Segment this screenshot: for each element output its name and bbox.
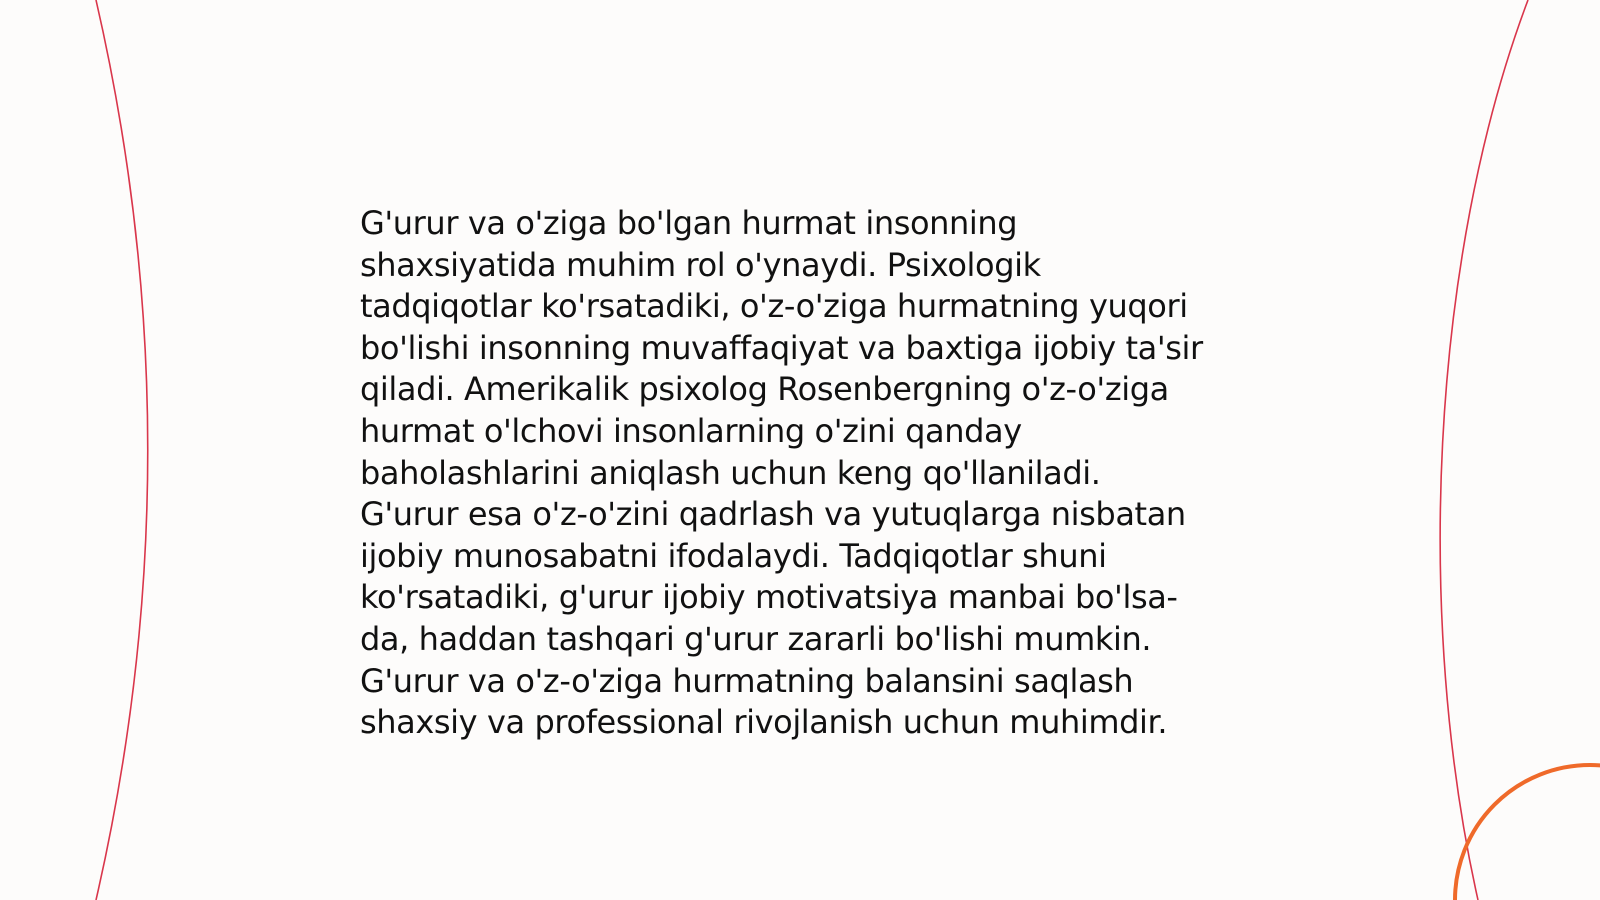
paragraph-line: bo'lishi insonning muvaffaqiyat va baxtiga ijobiy ta'sir (360, 328, 1203, 367)
right-red-curve (1440, 0, 1528, 900)
paragraph-text (360, 203, 1240, 744)
paragraph-line: shaxsiy va professional rivojlanish uchun muhimdir. (360, 703, 1168, 742)
paragraph-line: shaxsiyatida muhim rol o'ynaydi. Psixologik (360, 245, 1041, 284)
orange-accent-circle (1455, 765, 1600, 900)
paragraph-line: G'urur va o'z-o'ziga hurmatning balansini saqlash (360, 661, 1134, 700)
paragraph-line: ko'rsatadiki, g'urur ijobiy motivatsiya manbai bo'lsa- (360, 578, 1178, 617)
paragraph-line: G'urur va o'ziga bo'lgan hurmat insonning (360, 204, 1018, 242)
left-red-curve (96, 0, 148, 900)
paragraph-line: qiladi. Amerikalik psixolog Rosenbergning o'z-o'ziga (360, 370, 1169, 409)
paragraph-line: baholashlarini aniqlash uchun keng qo'llaniladi. (360, 453, 1101, 492)
paragraph-line: hurmat o'lchovi insonlarning o'zini qanday (360, 411, 1022, 450)
paragraph-line: G'urur esa o'z-o'zini qadrlash va yutuqlarga nisbatan (360, 495, 1186, 534)
paragraph-line: tadqiqotlar ko'rsatadiki, o'z-o'ziga hurmatning yuqori (360, 287, 1188, 326)
paragraph-line: da, haddan tashqari g'urur zararli bo'lishi mumkin. (360, 619, 1152, 658)
paragraph-line: ijobiy munosabatni ifodalaydi. Tadqiqotlar shuni (360, 536, 1107, 575)
